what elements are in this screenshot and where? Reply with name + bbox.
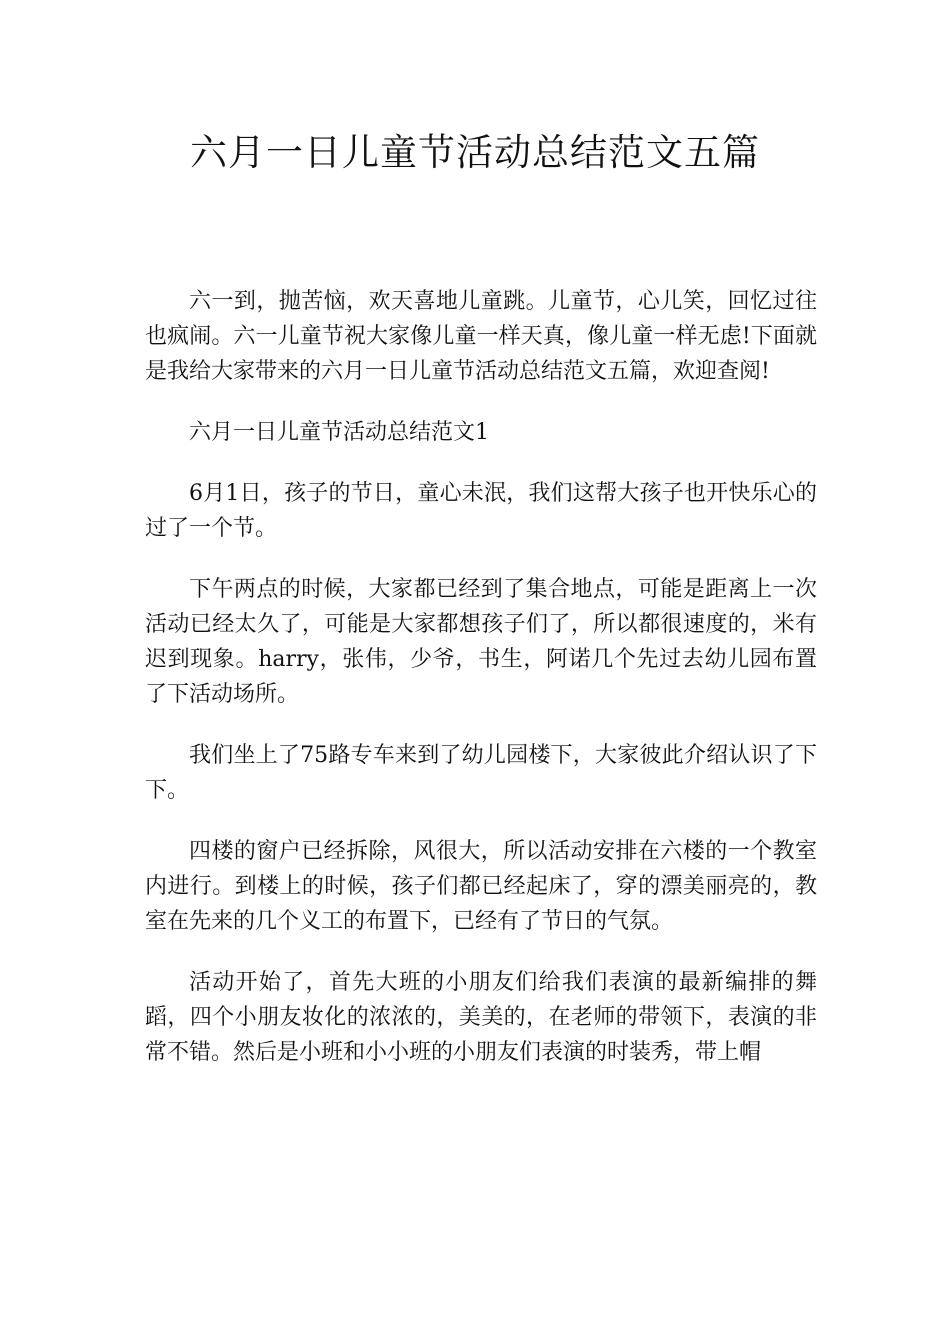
document-title: 六月一日儿童节活动总结范文五篇 — [190, 131, 760, 174]
document-body — [145, 284, 817, 1096]
intro-paragraph: 六一到，抛苦恼，欢天喜地儿童跳。儿童节，心儿笑，回忆过往也疯闹。六一儿童节祝大家像儿童一样天真，像儿童一样无虑!下面就是我给大家带来的六月一日儿童节活动总结范文五篇，欢迎查阅! — [145, 289, 817, 384]
body-paragraph: 下午两点的时候，大家都已经到了集合地点，可能是距离上一次活动已经太久了，可能是大家都想孩子们了，所以都很速度的，米有迟到现象。harry，张伟，少爷，书生，阿诺几个先过去幼儿园布置了下活动场所。 — [145, 577, 817, 707]
body-paragraph: 活动开始了，首先大班的小朋友们给我们表演的最新编排的舞蹈，四个小朋友妆化的浓浓的，美美的，在老师的带领下，表演的非常不错。然后是小班和小小班的小朋友们表演的时装秀，带上帽 — [145, 970, 817, 1065]
section-heading: 六月一日儿童节活动总结范文1 — [189, 420, 489, 445]
body-paragraph: 四楼的窗户已经拆除，风很大，所以活动安排在六楼的一个教室内进行。到楼上的时候，孩子们都已经起床了，穿的漂美丽亮的，教室在先来的几个义工的布置下，已经有了节日的气氛。 — [145, 839, 817, 934]
body-paragraph: 6月1日，孩子的节日，童心未泯，我们这帮大孩子也开快乐心的过了一个节。 — [145, 481, 817, 541]
body-paragraph: 我们坐上了75路专车来到了幼儿园楼下，大家彼此介绍认识了下下。 — [145, 743, 817, 803]
